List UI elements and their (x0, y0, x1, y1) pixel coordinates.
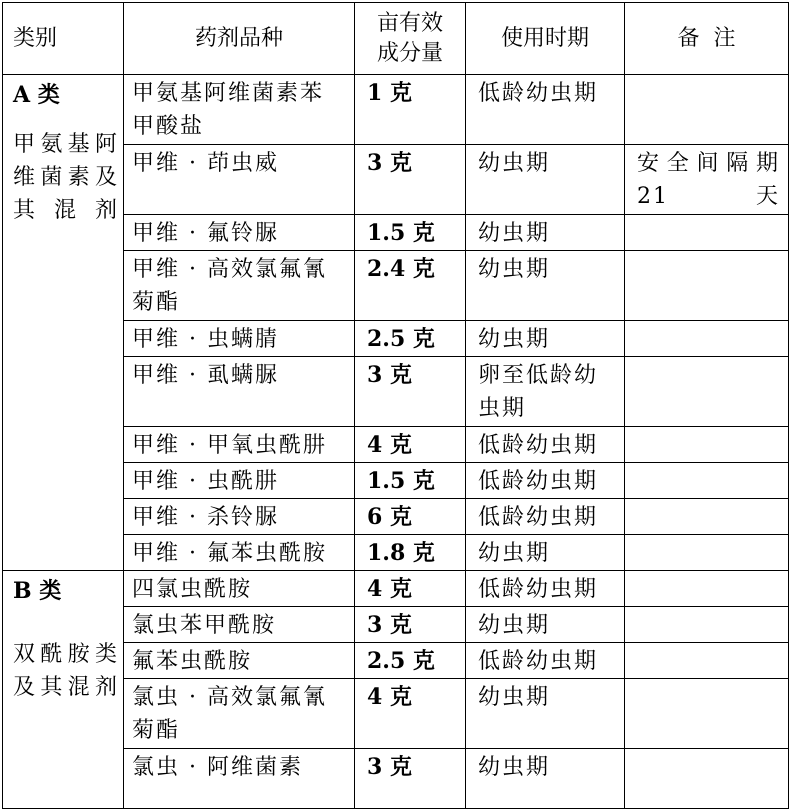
dose-cell: 2.4 克 (355, 251, 466, 321)
category-cell-a (3, 75, 124, 571)
table-row (3, 571, 789, 607)
note-cell (625, 463, 789, 499)
pesticide-table (2, 2, 789, 809)
header-product: 药剂品种 (124, 3, 355, 75)
header-dose: 亩有效成分量 (355, 3, 466, 75)
dose-cell: 3 克 (355, 607, 466, 643)
dose-cell: 2.5 克 (355, 321, 466, 357)
category-name: 甲氨基阿维菌素及其混剂 (13, 132, 117, 223)
note-cell (625, 749, 789, 809)
table-row (3, 75, 789, 145)
dose-cell: 6 克 (355, 499, 466, 535)
header-category: 类别 (3, 3, 124, 75)
dose-cell: 3 克 (355, 357, 466, 427)
note-cell (625, 251, 789, 321)
category-code: B 类 (13, 578, 62, 604)
note-cell (625, 357, 789, 427)
note-cell (625, 75, 789, 145)
product-cell: 甲氨基阿维菌素苯甲酸盐 (124, 75, 355, 145)
period-cell: 低龄幼虫期 (466, 427, 625, 463)
product-cell: 甲维 · 虫螨腈 (124, 321, 355, 357)
period-cell: 幼虫期 (466, 679, 625, 749)
dose-cell: 1.8 克 (355, 535, 466, 571)
period-cell: 幼虫期 (466, 321, 625, 357)
product-cell: 氟苯虫酰胺 (124, 643, 355, 679)
period-cell: 低龄幼虫期 (466, 643, 625, 679)
category-code: A 类 (13, 82, 60, 108)
note-cell (625, 321, 789, 357)
note-cell (625, 679, 789, 749)
dose-cell: 1 克 (355, 75, 466, 145)
product-cell: 甲维 · 杀铃脲 (124, 499, 355, 535)
dose-cell: 4 克 (355, 679, 466, 749)
product-cell: 氯虫苯甲酰胺 (124, 607, 355, 643)
note-cell (625, 427, 789, 463)
note-cell (625, 535, 789, 571)
period-cell: 幼虫期 (466, 215, 625, 251)
product-cell: 氯虫 · 阿维菌素 (124, 749, 355, 809)
product-cell: 四氯虫酰胺 (124, 571, 355, 607)
category-name: 双酰胺类及其混剂 (13, 642, 117, 700)
period-cell: 幼虫期 (466, 607, 625, 643)
note-cell (625, 643, 789, 679)
note-cell (625, 607, 789, 643)
dose-cell: 3 克 (355, 749, 466, 809)
header-note: 备 注 (625, 3, 789, 75)
product-cell: 甲维 · 氟铃脲 (124, 215, 355, 251)
period-cell: 低龄幼虫期 (466, 499, 625, 535)
period-cell: 幼虫期 (466, 145, 625, 215)
period-cell: 低龄幼虫期 (466, 463, 625, 499)
note-cell: 安全间隔期 21 天 (625, 145, 789, 215)
period-cell: 幼虫期 (466, 535, 625, 571)
product-cell: 甲维 · 茚虫威 (124, 145, 355, 215)
period-cell: 卵至低龄幼虫期 (466, 357, 625, 427)
header-row (3, 3, 789, 75)
dose-cell: 1.5 克 (355, 215, 466, 251)
category-cell-b (3, 571, 124, 809)
dose-cell: 3 克 (355, 145, 466, 215)
note-cell (625, 499, 789, 535)
product-cell: 甲维 · 高效氯氟氰菊酯 (124, 251, 355, 321)
period-cell: 低龄幼虫期 (466, 571, 625, 607)
period-cell: 低龄幼虫期 (466, 75, 625, 145)
note-cell (625, 215, 789, 251)
product-cell: 甲维 · 虫酰肼 (124, 463, 355, 499)
dose-cell: 4 克 (355, 571, 466, 607)
period-cell: 幼虫期 (466, 749, 625, 809)
dose-cell: 4 克 (355, 427, 466, 463)
product-cell: 甲维 · 氟苯虫酰胺 (124, 535, 355, 571)
product-cell: 氯虫 · 高效氯氟氰菊酯 (124, 679, 355, 749)
product-cell: 甲维 · 甲氧虫酰肼 (124, 427, 355, 463)
note-cell (625, 571, 789, 607)
product-cell: 甲维 · 虱螨脲 (124, 357, 355, 427)
dose-cell: 1.5 克 (355, 463, 466, 499)
header-period: 使用时期 (466, 3, 625, 75)
period-cell: 幼虫期 (466, 251, 625, 321)
dose-cell: 2.5 克 (355, 643, 466, 679)
